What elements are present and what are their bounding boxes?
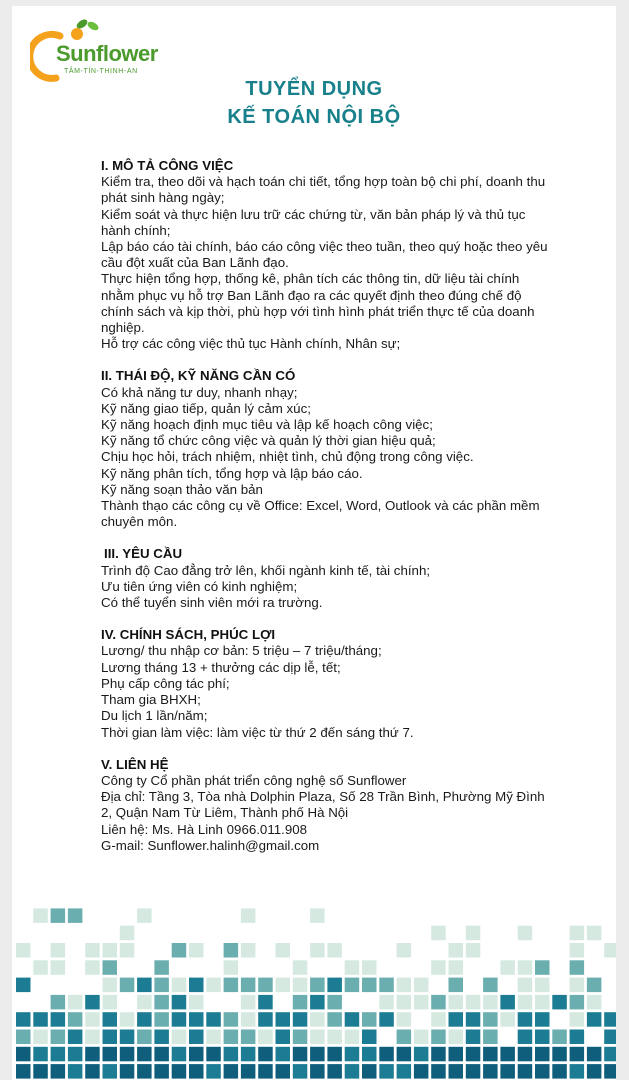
decor-tile [154, 995, 169, 1010]
decor-tile [414, 1064, 429, 1079]
decor-tile [120, 978, 135, 993]
decor-tile [466, 1064, 481, 1079]
decor-tile [535, 1047, 550, 1062]
decor-tile [103, 1047, 118, 1062]
decor-tile [137, 1064, 152, 1079]
decor-tile [276, 1030, 291, 1045]
decor-tile [224, 1047, 239, 1062]
section-line: Kiểm tra, theo dõi và hạch toán chi tiết, tổng hợp toàn bộ chi phí, doanh thu phát sinh hàng ngày; [101, 174, 546, 206]
page-title-line-2: KẾ TOÁN NỘI BỘ [227, 106, 401, 128]
decor-tile [466, 1047, 481, 1062]
section-line: Kiểm soát và thực hiện lưu trữ các chứng từ, văn bản pháp lý và thủ tục hành chính; [101, 206, 526, 238]
decor-tile [103, 978, 118, 993]
decor-tile [379, 978, 394, 993]
decor-tile [137, 1012, 152, 1026]
decor-tile [103, 1030, 118, 1045]
decor-tile [172, 1064, 187, 1079]
decor-tile [85, 1012, 100, 1026]
decor-tile [51, 995, 66, 1010]
decor-tile [587, 926, 602, 941]
decor-tile [189, 1030, 204, 1045]
decor-tile [51, 943, 66, 958]
decor-tile [518, 960, 533, 975]
decor-tile [518, 995, 533, 1010]
decor-tile [16, 978, 31, 993]
decor-tile [500, 1047, 515, 1062]
decor-tile [587, 1047, 602, 1062]
decor-tile [103, 1012, 118, 1026]
decor-tile [587, 995, 602, 1010]
decor-tile [293, 960, 308, 975]
decor-tile [51, 1064, 66, 1079]
company-name: Công ty Cổ phần phát triển công nghệ số Sunflower [101, 772, 407, 788]
decor-tile [189, 978, 204, 993]
company-address: Địa chỉ: Tầng 3, Tòa nhà Dolphin Plaza, Số 28 Trần Bình, Phường Mỹ Đình 2, Quận Nam Từ Liêm, Thành phố Hà Nội [101, 789, 545, 821]
decor-tile [518, 978, 533, 993]
decor-tile [241, 1064, 256, 1079]
decor-tile [258, 978, 273, 993]
decor-tile [120, 1030, 135, 1045]
decor-tile [224, 943, 239, 958]
decor-tile [362, 1012, 377, 1026]
decor-tile [241, 908, 256, 923]
decor-tile [189, 943, 204, 958]
decor-tile [535, 1012, 550, 1026]
decor-tile [85, 1030, 100, 1045]
section-line: Lập báo cáo tài chính, báo cáo công việc theo tuần, theo quý hoặc theo yêu cầu đột xuất của Ban Lãnh đạo. [101, 239, 548, 271]
decor-tile [120, 1047, 135, 1062]
decor-tile [552, 1030, 567, 1045]
decor-tile [500, 1064, 515, 1079]
decor-tile [276, 978, 291, 993]
decor-tile [51, 960, 66, 975]
decor-tile [327, 1064, 342, 1079]
section-line: Có khả năng tư duy, nhanh nhạy; [101, 384, 298, 400]
brand-tagline: TÂM-TÍN-THỊNH-AN [64, 68, 138, 75]
decor-tile [604, 1012, 616, 1026]
decor-tile [33, 1047, 48, 1062]
decor-tile [483, 978, 498, 993]
decor-tile [85, 995, 100, 1010]
decor-tile [172, 1030, 187, 1045]
decor-tile [310, 1064, 325, 1079]
decor-tile [431, 1047, 446, 1062]
decor-tile [224, 978, 239, 993]
decor-tile [570, 1030, 585, 1045]
decor-tile [51, 908, 66, 923]
decor-tile [16, 1064, 31, 1079]
decor-tile [449, 995, 464, 1010]
decor-tile [16, 943, 31, 958]
decor-tile [258, 1030, 273, 1045]
decor-tile [206, 978, 221, 993]
section-line: Có thể tuyển sinh viên mới ra trường. [101, 595, 323, 611]
decor-tile [604, 1047, 616, 1062]
decor-tile [33, 1064, 48, 1079]
decor-tile [68, 908, 83, 923]
decor-tile [483, 995, 498, 1010]
decor-tile [500, 995, 515, 1010]
decor-tile [103, 995, 118, 1010]
decor-tile [518, 1030, 533, 1045]
decor-tile [241, 995, 256, 1010]
decor-tile [276, 1012, 291, 1026]
section-line: Du lịch 1 lần/năm; [101, 708, 208, 724]
section-heading: II. THÁI ĐỘ, KỸ NĂNG CẦN CÓ [101, 368, 296, 384]
decor-tile [51, 1012, 66, 1026]
decor-tile [189, 995, 204, 1010]
decor-tile [293, 978, 308, 993]
section-line: Thành thạo các công cụ về Office: Excel, Word, Outlook và các phần mềm chuyên môn. [101, 498, 540, 530]
decor-tile [362, 978, 377, 993]
decor-tile [310, 943, 325, 958]
decor-tile [449, 1047, 464, 1062]
section-line: Kỹ năng hoạch định mục tiêu và lập kế hoạch công việc; [101, 417, 433, 433]
decor-tile [414, 1047, 429, 1062]
decor-tile [379, 1047, 394, 1062]
decor-tile [449, 1030, 464, 1045]
decor-tile [224, 1012, 239, 1026]
decor-tile [137, 995, 152, 1010]
decor-tile [345, 978, 360, 993]
section-line: Kỹ năng tổ chức công việc và quản lý thời gian hiệu quả; [101, 433, 436, 449]
brand-name: Sunflower [56, 41, 158, 66]
decor-tile [137, 1047, 152, 1062]
decor-tile [206, 1064, 221, 1079]
decor-tile [310, 1047, 325, 1062]
section-requirements [101, 546, 551, 611]
job-description-content [101, 158, 551, 870]
decor-tile [276, 1064, 291, 1079]
decor-tile [466, 1030, 481, 1045]
decor-tile [431, 1012, 446, 1026]
decor-tile [68, 995, 83, 1010]
decor-tile [241, 943, 256, 958]
decor-tile [552, 1064, 567, 1079]
decor-tile [310, 908, 325, 923]
decor-tile [327, 1012, 342, 1026]
decor-tile [154, 1064, 169, 1079]
decor-tile [137, 1030, 152, 1045]
decorative-tile-mosaic [12, 890, 616, 1080]
decor-tile [258, 995, 273, 1010]
decor-tile [241, 978, 256, 993]
decor-tile [535, 978, 550, 993]
section-line: Ưu tiên ứng viên có kinh nghiệm; [101, 578, 298, 594]
decor-tile [483, 1064, 498, 1079]
decor-tile [68, 1030, 83, 1045]
decor-tile [327, 978, 342, 993]
decor-tile [258, 1047, 273, 1062]
decor-tile [397, 1012, 412, 1026]
decor-tile [345, 1064, 360, 1079]
decor-tile [16, 1030, 31, 1045]
decor-tile [68, 1012, 83, 1026]
decor-tile [397, 978, 412, 993]
recruitment-poster [12, 6, 616, 1080]
decor-tile [362, 1047, 377, 1062]
decor-tile [518, 1012, 533, 1026]
decor-tile [483, 1012, 498, 1026]
decor-tile [68, 1047, 83, 1062]
section-heading: IV. CHÍNH SÁCH, PHÚC LỢI [101, 627, 276, 643]
decor-tile [397, 1047, 412, 1062]
decor-tile [293, 1030, 308, 1045]
decor-tile [51, 1047, 66, 1062]
decor-tile [206, 1012, 221, 1026]
section-benefits [101, 627, 551, 740]
decor-tile [293, 995, 308, 1010]
decor-tile [449, 943, 464, 958]
contact-email: G-mail: Sunflower.halinh@gmail.com [101, 837, 320, 853]
section-line: Lương/ thu nhập cơ bản: 5 triệu – 7 triệu/tháng; [101, 643, 382, 659]
decor-tile [206, 1030, 221, 1045]
section-line: Phụ cấp công tác phí; [101, 675, 230, 691]
decor-tile [224, 1064, 239, 1079]
decor-tile [172, 995, 187, 1010]
decor-tile [535, 960, 550, 975]
decor-tile [379, 995, 394, 1010]
decor-tile [137, 978, 152, 993]
decor-tile [449, 960, 464, 975]
decor-tile [466, 943, 481, 958]
decor-tile [483, 1047, 498, 1062]
decor-tile [604, 1064, 616, 1079]
decor-tile [587, 1064, 602, 1079]
decor-tile [500, 1012, 515, 1026]
decor-tile [518, 1064, 533, 1079]
decor-tile [431, 1030, 446, 1045]
contact-person-phone: Liên hệ: Ms. Hà Linh 0966.011.908 [101, 821, 308, 837]
section-line: Thời gian làm việc: làm việc từ thứ 2 đến sáng thứ 7. [101, 724, 414, 740]
decor-tile [103, 1064, 118, 1079]
section-contact [101, 757, 551, 854]
section-line: Kỹ năng soạn thảo văn bản [101, 481, 263, 497]
decor-tile [379, 1012, 394, 1026]
decor-tile [570, 978, 585, 993]
decor-tile [310, 995, 325, 1010]
decor-tile [258, 1012, 273, 1026]
decor-tile [431, 960, 446, 975]
section-attitude-skills [101, 368, 551, 530]
decor-tile [189, 1012, 204, 1026]
section-heading: I. MÔ TẢ CÔNG VIỆC [101, 158, 234, 173]
decor-tile [189, 1064, 204, 1079]
section-line: Chịu học hỏi, trách nhiệm, nhiệt tình, chủ động trong công việc. [101, 449, 474, 465]
decor-tile [33, 1012, 48, 1026]
decor-tile [206, 1047, 221, 1062]
decor-tile [449, 978, 464, 993]
section-line: Kỹ năng phân tích, tổng hợp và lập báo cáo. [101, 465, 363, 481]
decor-tile [103, 960, 118, 975]
decor-tile [414, 978, 429, 993]
decor-tile [33, 960, 48, 975]
decor-tile [310, 1030, 325, 1045]
decor-tile [570, 1012, 585, 1026]
decor-tile [535, 995, 550, 1010]
decor-tile [345, 1047, 360, 1062]
section-line: Tham gia BHXH; [101, 692, 201, 708]
decor-tile [431, 926, 446, 941]
section-line: Lương tháng 13 + thưởng các dịp lễ, tết; [101, 659, 341, 675]
section-line: Trình độ Cao đẳng trở lên, khối ngành kinh tế, tài chính; [101, 562, 431, 578]
decor-tile [293, 1012, 308, 1026]
decor-tile [518, 926, 533, 941]
decor-tile [397, 1030, 412, 1045]
decor-tile [431, 995, 446, 1010]
decor-tile [327, 1030, 342, 1045]
decor-tile [431, 1064, 446, 1079]
decor-tile [327, 995, 342, 1010]
decor-tile [154, 1012, 169, 1026]
section-line: Thực hiện tổng hợp, thống kê, phân tích các thông tin, dữ liệu tài chính nhằm phục vụ hỗ trợ Ban Lãnh đạo ra các quyết định theo đúng chế độ chính sách và kịp thời, phù hợp với tình hình phát triển thực tế của doanh nghiệp. [101, 271, 535, 336]
decor-tile [154, 960, 169, 975]
decor-tile [397, 995, 412, 1010]
decor-tile [362, 1030, 377, 1045]
decor-tile [449, 1012, 464, 1026]
decor-tile [120, 943, 135, 958]
decor-tile [449, 1064, 464, 1079]
decor-tile [241, 1012, 256, 1026]
decor-tile [224, 960, 239, 975]
decor-tile [224, 1030, 239, 1045]
decor-tile [16, 1047, 31, 1062]
decor-tile [137, 908, 152, 923]
decor-tile [276, 1047, 291, 1062]
decor-tile [172, 978, 187, 993]
decor-tile [85, 960, 100, 975]
decor-tile [327, 943, 342, 958]
decor-tile [535, 1064, 550, 1079]
decor-tile [172, 943, 187, 958]
decor-tile [120, 1012, 135, 1026]
sunflower-logo [30, 14, 190, 84]
decor-tile [570, 943, 585, 958]
decor-tile [172, 1047, 187, 1062]
decor-tile [327, 1047, 342, 1062]
decor-tile [103, 943, 118, 958]
decor-tile [414, 995, 429, 1010]
decor-tile [241, 1030, 256, 1045]
decor-tile [518, 1047, 533, 1062]
page-title-line-1: TUYỂN DỤNG [245, 78, 383, 100]
decor-tile [552, 995, 567, 1010]
decor-tile [85, 943, 100, 958]
decor-tile [552, 1047, 567, 1062]
decor-tile [33, 908, 48, 923]
section-heading: V. LIÊN HỆ [101, 756, 169, 772]
decor-tile [414, 1030, 429, 1045]
decor-tile [604, 1030, 616, 1045]
decor-tile [189, 1047, 204, 1062]
decor-tile [570, 995, 585, 1010]
decor-tile [500, 960, 515, 975]
decor-tile [154, 978, 169, 993]
section-line: Hỗ trợ các công việc thủ tục Hành chính, Nhân sự; [101, 336, 401, 352]
decor-tile [466, 926, 481, 941]
decor-tile [120, 1064, 135, 1079]
decor-tile [345, 960, 360, 975]
decor-tile [293, 1047, 308, 1062]
decor-tile [483, 1030, 498, 1045]
decor-tile [154, 1047, 169, 1062]
decor-tile [241, 1047, 256, 1062]
decor-tile [570, 1064, 585, 1079]
decor-tile [362, 960, 377, 975]
decor-tile [466, 995, 481, 1010]
decor-tile [570, 1047, 585, 1062]
decor-tile [397, 943, 412, 958]
decor-tile [397, 1064, 412, 1079]
decor-tile [120, 926, 135, 941]
decor-tile [570, 960, 585, 975]
decor-tile [310, 1012, 325, 1026]
section-heading: III. YÊU CẦU [104, 546, 183, 562]
decor-tile [466, 1012, 481, 1026]
decor-tile [172, 1012, 187, 1026]
decor-tile [16, 1012, 31, 1026]
decor-tile [154, 1030, 169, 1045]
section-job-description [101, 158, 551, 352]
decor-tile [85, 1064, 100, 1079]
decor-tile [310, 978, 325, 993]
decor-tile [535, 1030, 550, 1045]
decor-tile [276, 943, 291, 958]
decor-tile [33, 1030, 48, 1045]
decor-tile [587, 978, 602, 993]
decor-tile [68, 1064, 83, 1079]
decor-tile [570, 926, 585, 941]
decor-tile [51, 1030, 66, 1045]
decor-tile [362, 1064, 377, 1079]
decor-tile [85, 1047, 100, 1062]
decor-tile [345, 1030, 360, 1045]
decor-tile [604, 943, 616, 958]
decor-tile [345, 1012, 360, 1026]
decor-tile [258, 1064, 273, 1079]
section-line: Kỹ năng giao tiếp, quản lý cảm xúc; [101, 400, 311, 416]
decor-tile [587, 1012, 602, 1026]
decor-tile [379, 1064, 394, 1079]
decor-tile [293, 1064, 308, 1079]
